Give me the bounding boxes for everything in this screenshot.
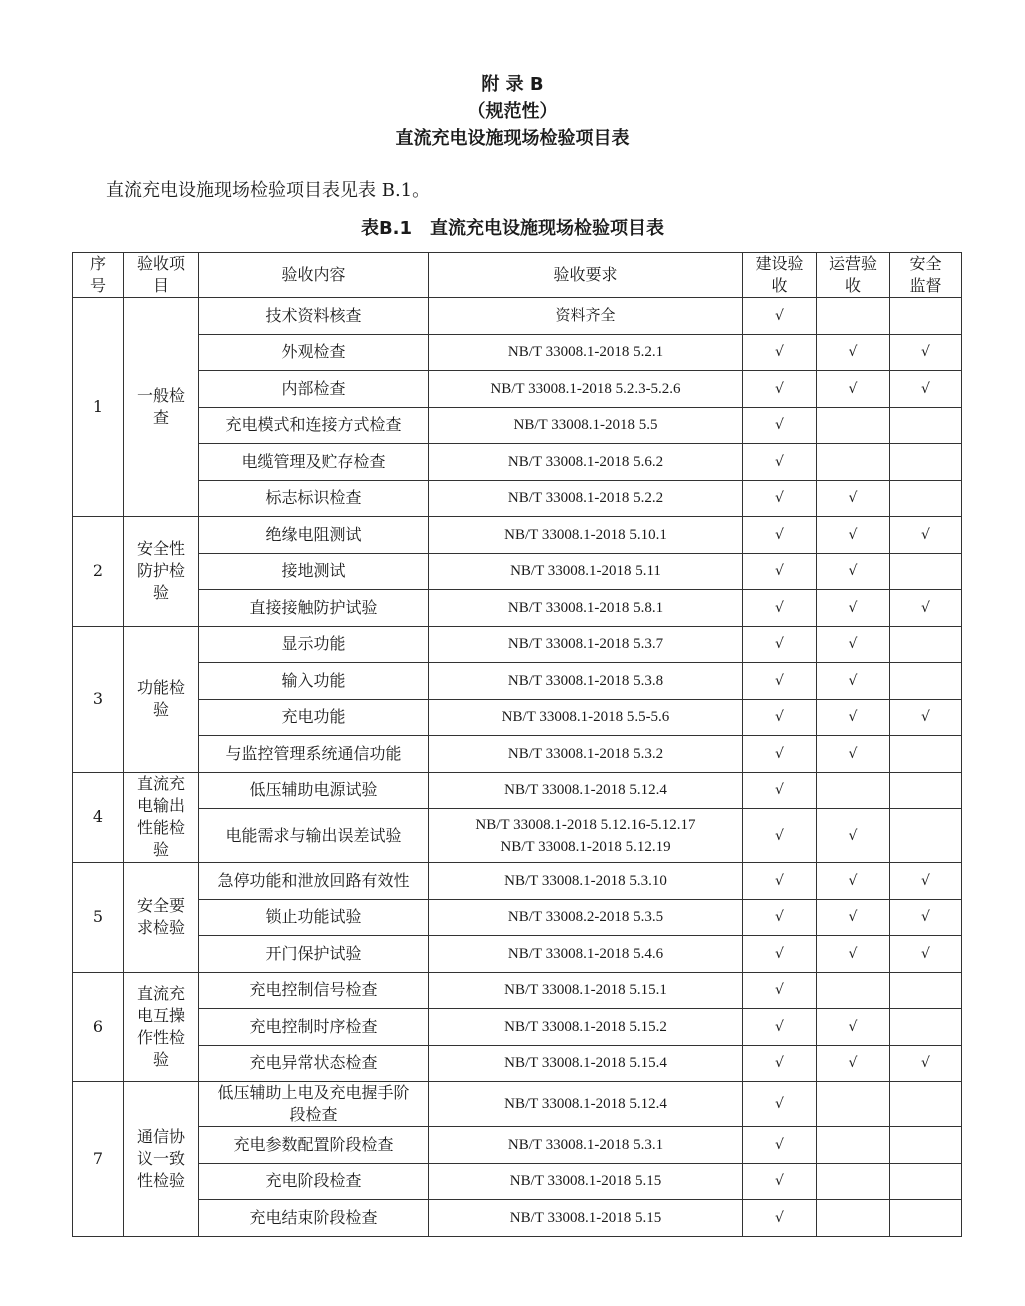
row-requirement: NB/T 33008.1-2018 5.2.2 — [429, 480, 743, 517]
check-build: √ — [743, 298, 817, 335]
check-build: √ — [743, 663, 817, 700]
inspection-table — [72, 252, 962, 1237]
header-no: 序 号 — [73, 253, 124, 298]
table-row — [73, 1082, 962, 1127]
table-row — [73, 936, 962, 973]
row-content: 急停功能和泄放回路有效性 — [199, 863, 429, 900]
row-requirement: NB/T 33008.1-2018 5.12.4 — [429, 1082, 743, 1127]
check-build: √ — [743, 1200, 817, 1237]
check-safety — [890, 1127, 962, 1164]
row-number: 4 — [73, 772, 124, 863]
check-operate — [817, 972, 890, 1009]
check-operate: √ — [817, 736, 890, 773]
row-content: 绝缘电阻测试 — [199, 517, 429, 554]
check-safety — [890, 444, 962, 481]
table-row — [73, 553, 962, 590]
check-operate: √ — [817, 699, 890, 736]
table-row — [73, 444, 962, 481]
row-number: 5 — [73, 863, 124, 973]
table-row — [73, 298, 962, 335]
row-content: 充电阶段检查 — [199, 1163, 429, 1200]
check-safety: √ — [890, 863, 962, 900]
row-content: 充电异常状态检查 — [199, 1045, 429, 1082]
table-row — [73, 772, 962, 809]
check-safety — [890, 809, 962, 863]
check-safety: √ — [890, 517, 962, 554]
check-build: √ — [743, 972, 817, 1009]
header-safety: 安全 监督 — [890, 253, 962, 298]
row-requirement: NB/T 33008.1-2018 5.8.1 — [429, 590, 743, 627]
check-build: √ — [743, 480, 817, 517]
row-content: 开门保护试验 — [199, 936, 429, 973]
check-operate — [817, 1163, 890, 1200]
check-operate: √ — [817, 553, 890, 590]
row-requirement: NB/T 33008.1-2018 5.5 — [429, 407, 743, 444]
row-requirement: NB/T 33008.1-2018 5.3.2 — [429, 736, 743, 773]
check-build: √ — [743, 371, 817, 408]
check-operate: √ — [817, 517, 890, 554]
check-build: √ — [743, 699, 817, 736]
check-safety — [890, 736, 962, 773]
check-build: √ — [743, 1009, 817, 1046]
check-build: √ — [743, 334, 817, 371]
check-build: √ — [743, 936, 817, 973]
row-content: 标志标识检查 — [199, 480, 429, 517]
table-row — [73, 334, 962, 371]
check-safety — [890, 407, 962, 444]
table-row — [73, 1045, 962, 1082]
row-content: 锁止功能试验 — [199, 899, 429, 936]
row-content: 外观检查 — [199, 334, 429, 371]
check-build: √ — [743, 736, 817, 773]
table-row — [73, 1009, 962, 1046]
table-row — [73, 699, 962, 736]
row-content: 显示功能 — [199, 626, 429, 663]
check-build: √ — [743, 407, 817, 444]
table-row — [73, 1127, 962, 1164]
row-number: 2 — [73, 517, 124, 627]
row-category: 安全性 防护检 验 — [124, 517, 199, 627]
check-safety — [890, 663, 962, 700]
check-safety — [890, 972, 962, 1009]
table-row — [73, 590, 962, 627]
row-content: 电能需求与输出误差试验 — [199, 809, 429, 863]
table-row — [73, 1200, 962, 1237]
row-content: 低压辅助上电及充电握手阶 段检查 — [199, 1082, 429, 1127]
appendix-title: 直流充电设施现场检验项目表 — [395, 128, 630, 149]
check-safety — [890, 1009, 962, 1046]
row-requirement: NB/T 33008.1-2018 5.3.10 — [429, 863, 743, 900]
row-requirement: NB/T 33008.1-2018 5.15.2 — [429, 1009, 743, 1046]
check-safety: √ — [890, 899, 962, 936]
row-content: 充电控制信号检查 — [199, 972, 429, 1009]
row-content: 充电功能 — [199, 699, 429, 736]
row-number: 1 — [73, 298, 124, 517]
row-content: 接地测试 — [199, 553, 429, 590]
check-build: √ — [743, 863, 817, 900]
table-row — [73, 972, 962, 1009]
check-build: √ — [743, 772, 817, 809]
check-safety — [890, 1200, 962, 1237]
check-safety — [890, 480, 962, 517]
row-requirement: NB/T 33008.1-2018 5.11 — [429, 553, 743, 590]
row-content: 充电参数配置阶段检查 — [199, 1127, 429, 1164]
table-row — [73, 626, 962, 663]
table-row — [73, 899, 962, 936]
header-content: 验收内容 — [199, 253, 429, 298]
check-build: √ — [743, 590, 817, 627]
check-build: √ — [743, 899, 817, 936]
table-row — [73, 371, 962, 408]
check-build: √ — [743, 809, 817, 863]
table-row — [73, 809, 962, 863]
row-category: 功能检 验 — [124, 626, 199, 772]
row-requirement: NB/T 33008.2-2018 5.3.5 — [429, 899, 743, 936]
row-requirement: NB/T 33008.1-2018 5.12.4 — [429, 772, 743, 809]
row-category: 通信协 议一致 性检验 — [124, 1082, 199, 1237]
check-build: √ — [743, 626, 817, 663]
row-requirement: NB/T 33008.1-2018 5.10.1 — [429, 517, 743, 554]
row-requirement: NB/T 33008.1-2018 5.2.3-5.2.6 — [429, 371, 743, 408]
row-requirement: NB/T 33008.1-2018 5.5-5.6 — [429, 699, 743, 736]
check-operate — [817, 444, 890, 481]
header-requirement: 验收要求 — [429, 253, 743, 298]
check-build: √ — [743, 1163, 817, 1200]
appendix-heading: 附 录 B — [481, 74, 544, 95]
row-category: 直流充 电互操 作性检 验 — [124, 972, 199, 1082]
check-operate: √ — [817, 936, 890, 973]
row-requirement: NB/T 33008.1-2018 5.3.7 — [429, 626, 743, 663]
row-category: 一般检 查 — [124, 298, 199, 517]
row-requirement: NB/T 33008.1-2018 5.3.1 — [429, 1127, 743, 1164]
intro-paragraph: 直流充电设施现场检验项目表见表 B.1。 — [106, 180, 431, 201]
row-content: 充电模式和连接方式检查 — [199, 407, 429, 444]
row-requirement: NB/T 33008.1-2018 5.3.8 — [429, 663, 743, 700]
table-row — [73, 407, 962, 444]
table-row — [73, 663, 962, 700]
check-safety — [890, 626, 962, 663]
row-content: 低压辅助电源试验 — [199, 772, 429, 809]
check-operate: √ — [817, 863, 890, 900]
check-operate — [817, 298, 890, 335]
table-row — [73, 480, 962, 517]
row-content: 技术资料核查 — [199, 298, 429, 335]
row-number: 7 — [73, 1082, 124, 1237]
check-safety: √ — [890, 334, 962, 371]
check-operate — [817, 772, 890, 809]
row-requirement: NB/T 33008.1-2018 5.6.2 — [429, 444, 743, 481]
row-requirement: NB/T 33008.1-2018 5.15.4 — [429, 1045, 743, 1082]
check-operate — [817, 1082, 890, 1127]
check-operate: √ — [817, 1045, 890, 1082]
check-operate: √ — [817, 480, 890, 517]
check-operate — [817, 1200, 890, 1237]
row-content: 充电控制时序检查 — [199, 1009, 429, 1046]
row-requirement: NB/T 33008.1-2018 5.4.6 — [429, 936, 743, 973]
check-build: √ — [743, 444, 817, 481]
table-header-row — [73, 253, 962, 298]
row-content: 电缆管理及贮存检查 — [199, 444, 429, 481]
check-safety: √ — [890, 936, 962, 973]
check-safety: √ — [890, 1045, 962, 1082]
check-operate — [817, 1127, 890, 1164]
row-content: 输入功能 — [199, 663, 429, 700]
check-safety: √ — [890, 371, 962, 408]
row-content: 内部检查 — [199, 371, 429, 408]
table-row — [73, 517, 962, 554]
check-operate: √ — [817, 809, 890, 863]
table-row — [73, 1163, 962, 1200]
check-safety — [890, 1163, 962, 1200]
check-build: √ — [743, 553, 817, 590]
check-operate: √ — [817, 1009, 890, 1046]
table-row — [73, 736, 962, 773]
check-safety: √ — [890, 699, 962, 736]
check-operate — [817, 407, 890, 444]
check-operate: √ — [817, 626, 890, 663]
row-content: 与监控管理系统通信功能 — [199, 736, 429, 773]
check-safety — [890, 553, 962, 590]
check-operate: √ — [817, 899, 890, 936]
row-number: 3 — [73, 626, 124, 772]
check-operate: √ — [817, 371, 890, 408]
check-operate: √ — [817, 590, 890, 627]
appendix-nature: （规范性） — [467, 101, 558, 122]
header-operate: 运营验 收 — [817, 253, 890, 298]
row-requirement: NB/T 33008.1-2018 5.15 — [429, 1200, 743, 1237]
check-safety — [890, 298, 962, 335]
check-safety — [890, 772, 962, 809]
check-safety — [890, 1082, 962, 1127]
row-content: 充电结束阶段检查 — [199, 1200, 429, 1237]
check-build: √ — [743, 1082, 817, 1127]
header-build: 建设验 收 — [743, 253, 817, 298]
check-build: √ — [743, 1045, 817, 1082]
row-number: 6 — [73, 972, 124, 1082]
row-category: 安全要 求检验 — [124, 863, 199, 973]
check-operate: √ — [817, 663, 890, 700]
check-safety: √ — [890, 590, 962, 627]
table-row — [73, 863, 962, 900]
row-requirement: NB/T 33008.1-2018 5.15.1 — [429, 972, 743, 1009]
check-build: √ — [743, 1127, 817, 1164]
check-operate: √ — [817, 334, 890, 371]
row-requirement: NB/T 33008.1-2018 5.15 — [429, 1163, 743, 1200]
row-requirement: 资料齐全 — [429, 298, 743, 335]
table-caption: 表B.1 直流充电设施现场检验项目表 — [360, 218, 665, 239]
row-requirement: NB/T 33008.1-2018 5.12.16-5.12.17 NB/T 33008.1-2018 5.12.19 — [429, 809, 743, 863]
row-requirement: NB/T 33008.1-2018 5.2.1 — [429, 334, 743, 371]
row-content: 直接接触防护试验 — [199, 590, 429, 627]
row-category: 直流充 电输出 性能检 验 — [124, 772, 199, 863]
header-category: 验收项 目 — [124, 253, 199, 298]
check-build: √ — [743, 517, 817, 554]
